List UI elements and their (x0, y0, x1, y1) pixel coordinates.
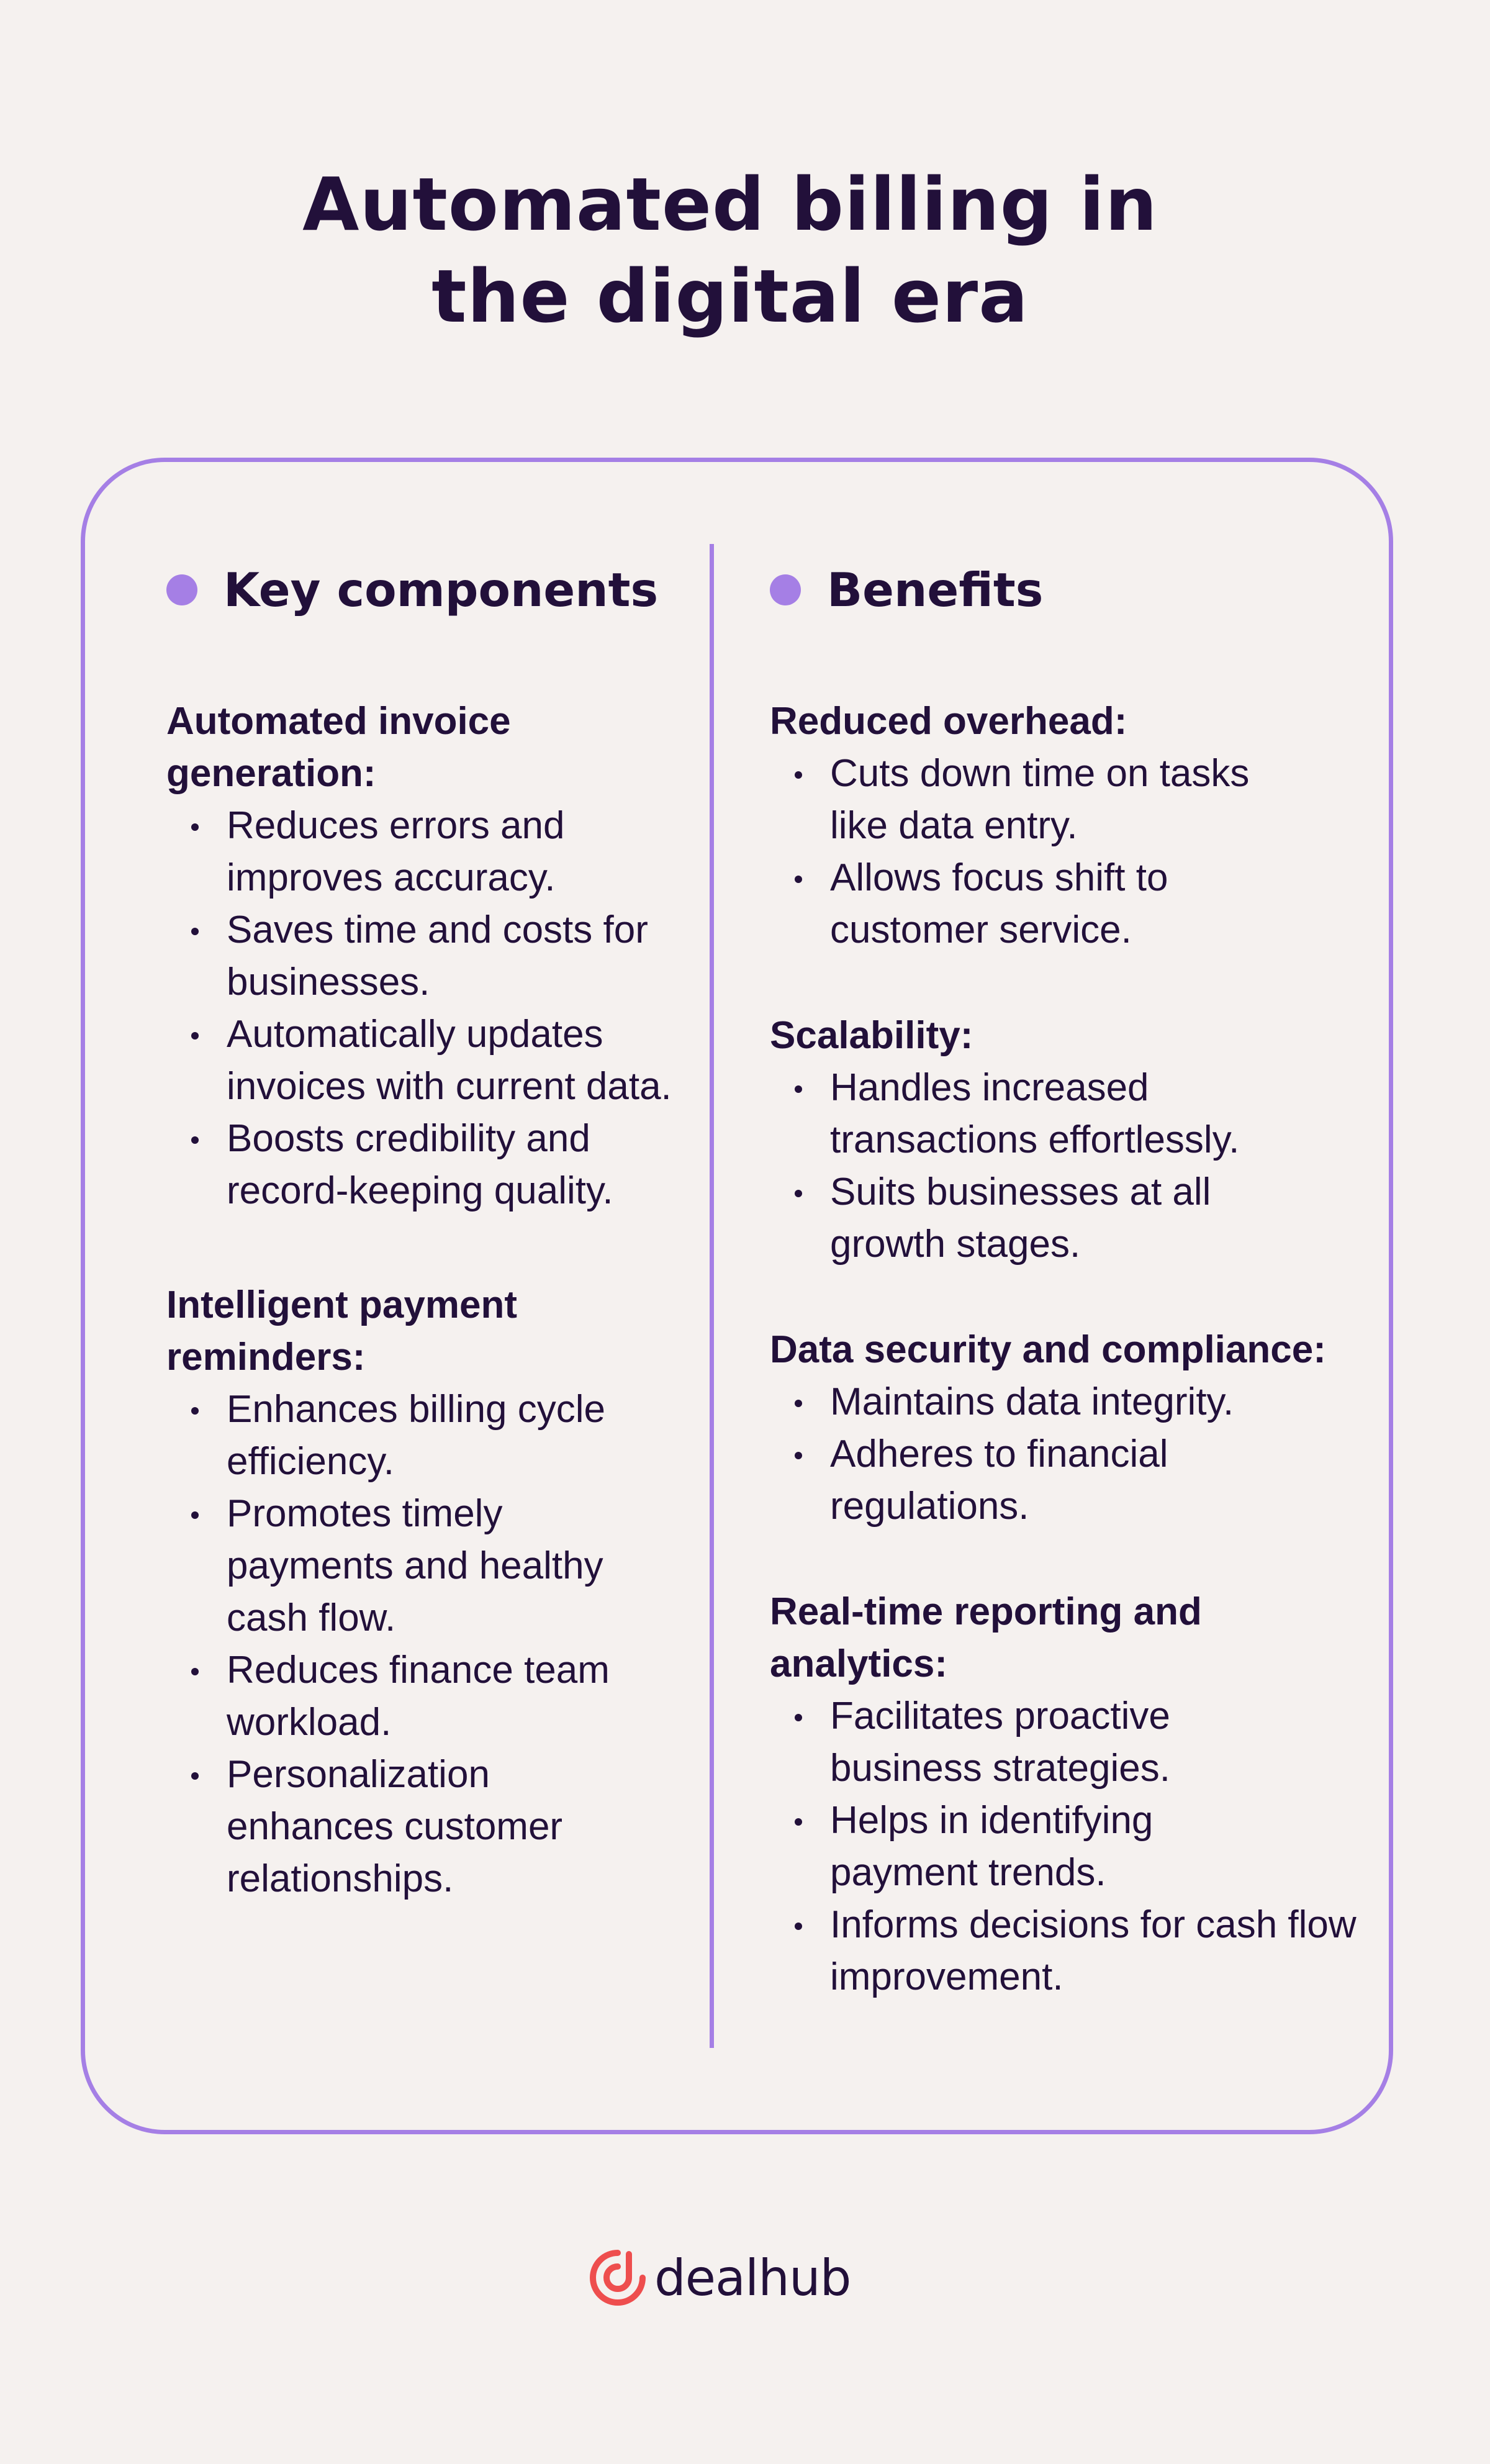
bullet-icon (191, 1407, 199, 1415)
list-item (770, 1795, 1252, 1899)
bullet-text: Helps in identifying payment trends. (830, 1799, 1154, 1894)
bullet-icon (795, 876, 802, 883)
section-intelligent-payment-reminders (166, 1279, 688, 1905)
bullet-icon (795, 1452, 802, 1459)
bullet-icon (191, 1136, 199, 1144)
bullet-icon (795, 1400, 802, 1407)
bullet-text: Adheres to financial regulations. (830, 1433, 1168, 1528)
bullet-list (770, 1062, 1329, 1270)
list-item (770, 748, 1289, 852)
dot-icon (770, 574, 801, 605)
bullet-list (166, 1384, 688, 1905)
bullet-text: Enhances billing cycle efficiency. (227, 1388, 606, 1483)
list-item (166, 904, 698, 1008)
bullet-text: Reduces errors and improves accuracy. (227, 804, 565, 899)
bullet-text: Handles increased transactions effortlessly. (830, 1066, 1240, 1161)
bullet-text: Saves time and costs for businesses. (227, 908, 648, 1003)
column-heading (166, 559, 688, 621)
bullet-text: Maintains data integrity. (830, 1380, 1234, 1423)
section-title: Data security and compliance: (770, 1328, 1326, 1371)
bullet-text: Facilitates proactive business strategies. (830, 1695, 1170, 1790)
bullet-text: Suits businesses at all growth stages. (830, 1171, 1211, 1266)
bullet-text: Promotes timely payments and healthy cash flow. (227, 1492, 603, 1639)
dealhub-logo-icon (590, 2248, 646, 2308)
bullet-icon (191, 1032, 199, 1040)
bullet-icon (191, 823, 199, 831)
bullet-icon (795, 1085, 802, 1093)
bullet-icon (191, 1511, 199, 1519)
dealhub-logo (590, 2247, 851, 2309)
logo-text: dealhub (654, 2249, 851, 2307)
bullet-icon (191, 1668, 199, 1675)
section-title: Real-time reporting and analytics: (770, 1590, 1202, 1685)
bullet-text: Informs decisions for cash flow improvement. (830, 1903, 1357, 1998)
column-title: Key components (224, 563, 659, 617)
list-item (166, 1384, 649, 1488)
section-title: Scalability: (770, 1014, 973, 1057)
bullet-text: Personalization enhances customer relationships. (227, 1753, 563, 1900)
bullet-icon (795, 1818, 802, 1826)
bullet-text: Automatically updates invoices with current data. (227, 1013, 672, 1108)
list-item (770, 1376, 1339, 1428)
list-item (770, 1062, 1327, 1166)
list-item (770, 1899, 1364, 2003)
list-item (166, 1488, 649, 1644)
bullet-icon (795, 1714, 802, 1721)
section-real-time-reporting (770, 1586, 1357, 2003)
bullet-text: Allows focus shift to customer service. (830, 856, 1168, 951)
section-automated-invoice-generation (166, 695, 688, 1217)
list-item (770, 1690, 1277, 1795)
list-item (770, 852, 1277, 956)
bullet-icon (191, 1772, 199, 1780)
bullet-list (166, 800, 688, 1217)
list-item (166, 1644, 674, 1749)
bullet-icon (795, 771, 802, 779)
section-data-security-and-compliance (770, 1324, 1329, 1533)
key-components-column (166, 559, 688, 1905)
bullet-list (770, 748, 1329, 956)
column-title: Benefits (827, 563, 1044, 617)
bullet-list (770, 1690, 1357, 2003)
title-line-2: the digital era (431, 253, 1029, 339)
list-item (166, 1113, 698, 1217)
bullet-list (770, 1376, 1329, 1533)
column-heading (770, 559, 1329, 621)
bullet-text: Boosts credibility and record-keeping quality. (227, 1117, 613, 1212)
list-item (166, 800, 612, 904)
section-reduced-overhead (770, 695, 1329, 956)
page-title (0, 158, 1460, 342)
list-item (770, 1428, 1265, 1533)
section-scalability (770, 1010, 1329, 1270)
section-title: Automated invoice generation: (166, 700, 511, 795)
bullet-icon (795, 1190, 802, 1197)
section-title: Reduced overhead: (770, 700, 1127, 743)
benefits-column (770, 559, 1357, 2003)
bullet-icon (795, 1923, 802, 1930)
title-line-1: Automated billing in (302, 161, 1158, 247)
dot-icon (166, 574, 197, 605)
list-item (166, 1008, 674, 1113)
list-item (166, 1749, 649, 1905)
list-item (770, 1166, 1277, 1270)
bullet-text: Cuts down time on tasks like data entry. (830, 752, 1250, 847)
bullet-icon (191, 928, 199, 935)
column-divider (710, 544, 714, 2048)
section-title: Intelligent payment reminders: (166, 1284, 517, 1379)
bullet-text: Reduces finance team workload. (227, 1649, 610, 1744)
